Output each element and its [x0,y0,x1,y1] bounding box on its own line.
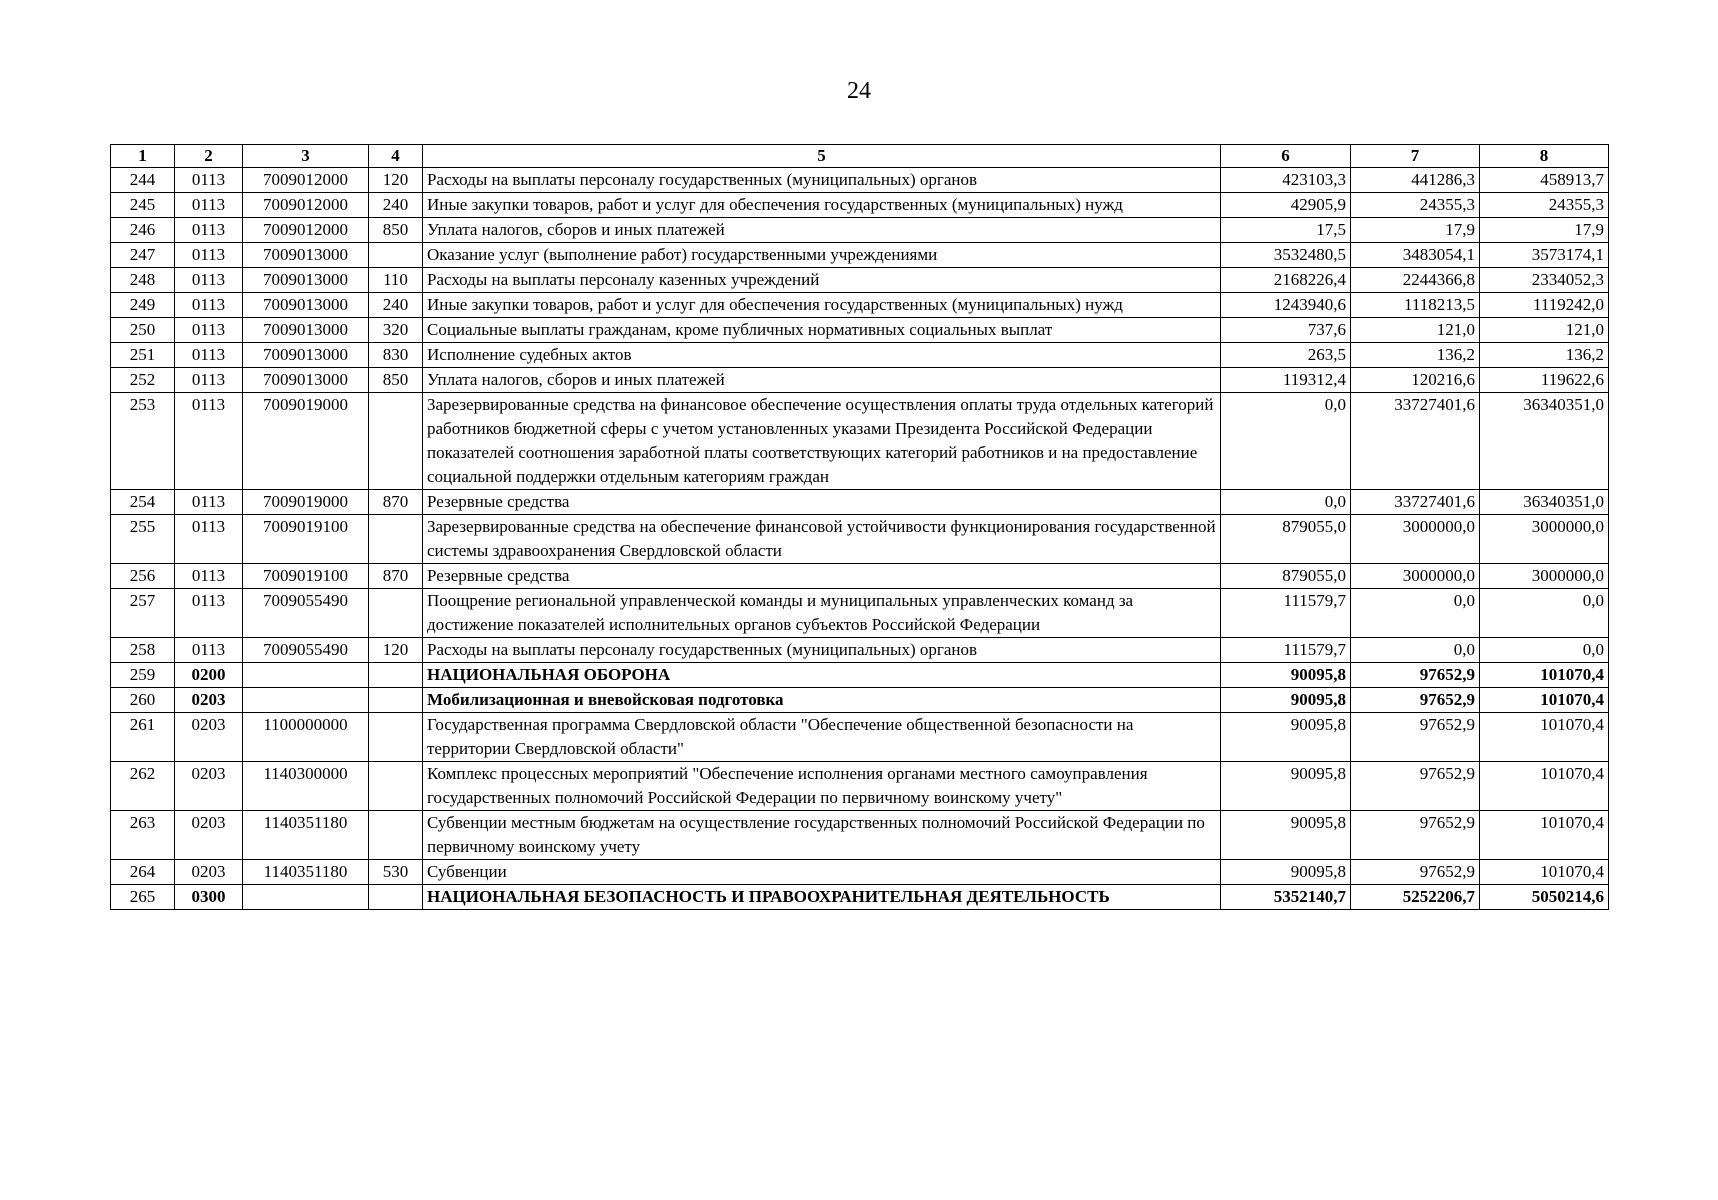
section-code-cell: 0113 [175,243,243,268]
value-2024-cell: 0,0 [1221,490,1351,515]
column-header: 3 [243,145,369,168]
expense-type-cell [369,515,423,564]
section-code-cell: 0200 [175,663,243,688]
value-2025-cell: 24355,3 [1351,193,1480,218]
section-code-cell: 0113 [175,589,243,638]
row-number-cell: 262 [111,762,175,811]
target-code-cell: 7009019000 [243,393,369,490]
value-2024-cell: 5352140,7 [1221,885,1351,910]
item-name-cell: Государственная программа Свердловской области "Обеспечение общественной безопасности на территории Свердловской области" [423,713,1221,762]
expense-type-cell [369,589,423,638]
expense-type-cell: 530 [369,860,423,885]
section-code-cell: 0113 [175,218,243,243]
expense-type-cell [369,393,423,490]
value-2024-cell: 90095,8 [1221,811,1351,860]
row-number-cell: 265 [111,885,175,910]
target-code-cell: 7009019100 [243,564,369,589]
section-code-cell: 0203 [175,762,243,811]
row-number-cell: 245 [111,193,175,218]
row-number-cell: 258 [111,638,175,663]
value-2025-cell: 33727401,6 [1351,393,1480,490]
value-2026-cell: 101070,4 [1480,762,1609,811]
target-code-cell: 1140351180 [243,811,369,860]
target-code-cell: 1140351180 [243,860,369,885]
column-header: 4 [369,145,423,168]
row-number-cell: 248 [111,268,175,293]
value-2025-cell: 3483054,1 [1351,243,1480,268]
table-row [111,860,1609,885]
value-2026-cell: 17,9 [1480,218,1609,243]
expense-type-cell: 120 [369,638,423,663]
table-header-row [111,145,1609,168]
value-2025-cell: 121,0 [1351,318,1480,343]
value-2026-cell: 101070,4 [1480,663,1609,688]
item-name-cell: Оказание услуг (выполнение работ) государственными учреждениями [423,243,1221,268]
value-2025-cell: 120216,6 [1351,368,1480,393]
value-2024-cell: 879055,0 [1221,564,1351,589]
table-row [111,393,1609,490]
item-name-cell: Субвенции [423,860,1221,885]
target-code-cell: 7009013000 [243,368,369,393]
row-number-cell: 261 [111,713,175,762]
table-row [111,515,1609,564]
value-2025-cell: 5252206,7 [1351,885,1480,910]
target-code-cell: 7009012000 [243,168,369,193]
expense-type-cell: 850 [369,368,423,393]
value-2026-cell: 3000000,0 [1480,515,1609,564]
expense-type-cell: 320 [369,318,423,343]
row-number-cell: 263 [111,811,175,860]
page-number: 24 [847,78,871,104]
row-number-cell: 260 [111,688,175,713]
table-row [111,638,1609,663]
row-number-cell: 251 [111,343,175,368]
value-2026-cell: 101070,4 [1480,860,1609,885]
value-2025-cell: 1118213,5 [1351,293,1480,318]
target-code-cell: 7009012000 [243,218,369,243]
row-number-cell: 253 [111,393,175,490]
row-number-cell: 246 [111,218,175,243]
value-2026-cell: 36340351,0 [1480,490,1609,515]
row-number-cell: 247 [111,243,175,268]
value-2026-cell: 3573174,1 [1480,243,1609,268]
value-2024-cell: 111579,7 [1221,589,1351,638]
item-name-cell: Иные закупки товаров, работ и услуг для обеспечения государственных (муниципальных) нужд [423,193,1221,218]
item-name-cell: Мобилизационная и вневойсковая подготовка [423,688,1221,713]
value-2026-cell: 1119242,0 [1480,293,1609,318]
target-code-cell: 7009013000 [243,343,369,368]
value-2024-cell: 737,6 [1221,318,1351,343]
table-row [111,243,1609,268]
section-code-cell: 0113 [175,368,243,393]
table-row [111,564,1609,589]
item-name-cell: Резервные средства [423,564,1221,589]
section-code-cell: 0113 [175,490,243,515]
item-name-cell: Поощрение региональной управленческой команды и муниципальных управленческих команд за достижение показателей исполнительных органов субъектов Российской Федерации [423,589,1221,638]
value-2025-cell: 97652,9 [1351,663,1480,688]
section-code-cell: 0113 [175,343,243,368]
target-code-cell [243,885,369,910]
expense-type-cell [369,688,423,713]
value-2025-cell: 0,0 [1351,589,1480,638]
row-number-cell: 259 [111,663,175,688]
target-code-cell: 7009055490 [243,638,369,663]
item-name-cell: Расходы на выплаты персоналу государственных (муниципальных) органов [423,638,1221,663]
value-2026-cell: 0,0 [1480,589,1609,638]
table-row [111,293,1609,318]
value-2024-cell: 90095,8 [1221,713,1351,762]
column-header: 5 [423,145,1221,168]
value-2024-cell: 17,5 [1221,218,1351,243]
expense-type-cell [369,663,423,688]
table-row [111,688,1609,713]
value-2026-cell: 458913,7 [1480,168,1609,193]
item-name-cell: Расходы на выплаты персоналу государственных (муниципальных) органов [423,168,1221,193]
column-header: 7 [1351,145,1480,168]
value-2025-cell: 2244366,8 [1351,268,1480,293]
item-name-cell: НАЦИОНАЛЬНАЯ БЕЗОПАСНОСТЬ И ПРАВООХРАНИТЕЛЬНАЯ ДЕЯТЕЛЬНОСТЬ [423,885,1221,910]
value-2024-cell: 879055,0 [1221,515,1351,564]
table-row [111,218,1609,243]
row-number-cell: 264 [111,860,175,885]
table-row [111,268,1609,293]
value-2026-cell: 24355,3 [1480,193,1609,218]
item-name-cell: Уплата налогов, сборов и иных платежей [423,218,1221,243]
expense-type-cell: 870 [369,490,423,515]
item-name-cell: Субвенции местным бюджетам на осуществление государственных полномочий Российской Федерации по первичному воинскому учету [423,811,1221,860]
budget-table [110,144,1609,910]
row-number-cell: 257 [111,589,175,638]
table-row [111,368,1609,393]
row-number-cell: 244 [111,168,175,193]
item-name-cell: Зарезервированные средства на финансовое обеспечение осуществления оплаты труда отдельных категорий работников бюджетной сферы с учетом установленных указами Президента Российской Федерации показателей соотношения заработной платы соответствующих категорий работников и на предоставление социальной поддержки отдельным категориям граждан [423,393,1221,490]
value-2024-cell: 111579,7 [1221,638,1351,663]
value-2026-cell: 136,2 [1480,343,1609,368]
section-code-cell: 0113 [175,193,243,218]
section-code-cell: 0203 [175,713,243,762]
row-number-cell: 250 [111,318,175,343]
value-2024-cell: 3532480,5 [1221,243,1351,268]
value-2024-cell: 423103,3 [1221,168,1351,193]
expense-type-cell [369,762,423,811]
column-header: 1 [111,145,175,168]
item-name-cell: Иные закупки товаров, работ и услуг для обеспечения государственных (муниципальных) нужд [423,293,1221,318]
item-name-cell: Исполнение судебных актов [423,343,1221,368]
value-2024-cell: 2168226,4 [1221,268,1351,293]
value-2024-cell: 90095,8 [1221,860,1351,885]
item-name-cell: НАЦИОНАЛЬНАЯ ОБОРОНА [423,663,1221,688]
target-code-cell: 7009012000 [243,193,369,218]
section-code-cell: 0113 [175,638,243,663]
target-code-cell: 1140300000 [243,762,369,811]
section-code-cell: 0203 [175,811,243,860]
section-code-cell: 0113 [175,318,243,343]
item-name-cell: Зарезервированные средства на обеспечение финансовой устойчивости функционирования государственной системы здравоохранения Свердловской области [423,515,1221,564]
value-2025-cell: 97652,9 [1351,811,1480,860]
target-code-cell: 7009019000 [243,490,369,515]
value-2026-cell: 101070,4 [1480,811,1609,860]
value-2025-cell: 97652,9 [1351,860,1480,885]
table-row [111,811,1609,860]
expense-type-cell [369,243,423,268]
value-2024-cell: 119312,4 [1221,368,1351,393]
row-number-cell: 256 [111,564,175,589]
target-code-cell: 7009013000 [243,268,369,293]
row-number-cell: 255 [111,515,175,564]
value-2024-cell: 263,5 [1221,343,1351,368]
item-name-cell: Социальные выплаты гражданам, кроме публичных нормативных социальных выплат [423,318,1221,343]
section-code-cell: 0113 [175,393,243,490]
value-2026-cell: 2334052,3 [1480,268,1609,293]
value-2025-cell: 97652,9 [1351,688,1480,713]
section-code-cell: 0113 [175,168,243,193]
section-code-cell: 0203 [175,860,243,885]
table-row [111,343,1609,368]
value-2025-cell: 0,0 [1351,638,1480,663]
column-header: 6 [1221,145,1351,168]
value-2025-cell: 17,9 [1351,218,1480,243]
table-row [111,168,1609,193]
item-name-cell: Уплата налогов, сборов и иных платежей [423,368,1221,393]
table-row [111,713,1609,762]
value-2024-cell: 90095,8 [1221,762,1351,811]
table-row [111,762,1609,811]
expense-type-cell: 870 [369,564,423,589]
table-row [111,490,1609,515]
value-2026-cell: 0,0 [1480,638,1609,663]
value-2025-cell: 136,2 [1351,343,1480,368]
value-2026-cell: 101070,4 [1480,713,1609,762]
target-code-cell: 7009013000 [243,318,369,343]
value-2026-cell: 3000000,0 [1480,564,1609,589]
value-2026-cell: 5050214,6 [1480,885,1609,910]
section-code-cell: 0113 [175,515,243,564]
value-2025-cell: 97652,9 [1351,713,1480,762]
value-2024-cell: 90095,8 [1221,663,1351,688]
value-2024-cell: 1243940,6 [1221,293,1351,318]
column-header: 2 [175,145,243,168]
value-2025-cell: 441286,3 [1351,168,1480,193]
target-code-cell: 1100000000 [243,713,369,762]
expense-type-cell: 830 [369,343,423,368]
section-code-cell: 0113 [175,268,243,293]
value-2026-cell: 121,0 [1480,318,1609,343]
row-number-cell: 252 [111,368,175,393]
table-row [111,193,1609,218]
target-code-cell [243,688,369,713]
value-2026-cell: 101070,4 [1480,688,1609,713]
table-body [111,168,1609,910]
target-code-cell: 7009013000 [243,243,369,268]
value-2026-cell: 119622,6 [1480,368,1609,393]
expense-type-cell: 240 [369,193,423,218]
section-code-cell: 0113 [175,293,243,318]
expense-type-cell: 120 [369,168,423,193]
value-2025-cell: 3000000,0 [1351,515,1480,564]
value-2026-cell: 36340351,0 [1480,393,1609,490]
column-header: 8 [1480,145,1609,168]
item-name-cell: Комплекс процессных мероприятий "Обеспечение исполнения органами местного самоуправления государственных полномочий Российской Федерации по первичному воинскому учету" [423,762,1221,811]
item-name-cell: Расходы на выплаты персоналу казенных учреждений [423,268,1221,293]
value-2025-cell: 33727401,6 [1351,490,1480,515]
expense-type-cell: 110 [369,268,423,293]
expense-type-cell [369,885,423,910]
row-number-cell: 249 [111,293,175,318]
value-2025-cell: 3000000,0 [1351,564,1480,589]
expense-type-cell: 850 [369,218,423,243]
value-2024-cell: 42905,9 [1221,193,1351,218]
table-row [111,589,1609,638]
expense-type-cell [369,811,423,860]
expense-type-cell: 240 [369,293,423,318]
value-2025-cell: 97652,9 [1351,762,1480,811]
value-2024-cell: 90095,8 [1221,688,1351,713]
target-code-cell: 7009013000 [243,293,369,318]
expense-type-cell [369,713,423,762]
target-code-cell [243,663,369,688]
table-row [111,318,1609,343]
target-code-cell: 7009055490 [243,589,369,638]
target-code-cell: 7009019100 [243,515,369,564]
item-name-cell: Резервные средства [423,490,1221,515]
row-number-cell: 254 [111,490,175,515]
section-code-cell: 0113 [175,564,243,589]
table-row [111,885,1609,910]
section-code-cell: 0203 [175,688,243,713]
table-row [111,663,1609,688]
section-code-cell: 0300 [175,885,243,910]
value-2024-cell: 0,0 [1221,393,1351,490]
